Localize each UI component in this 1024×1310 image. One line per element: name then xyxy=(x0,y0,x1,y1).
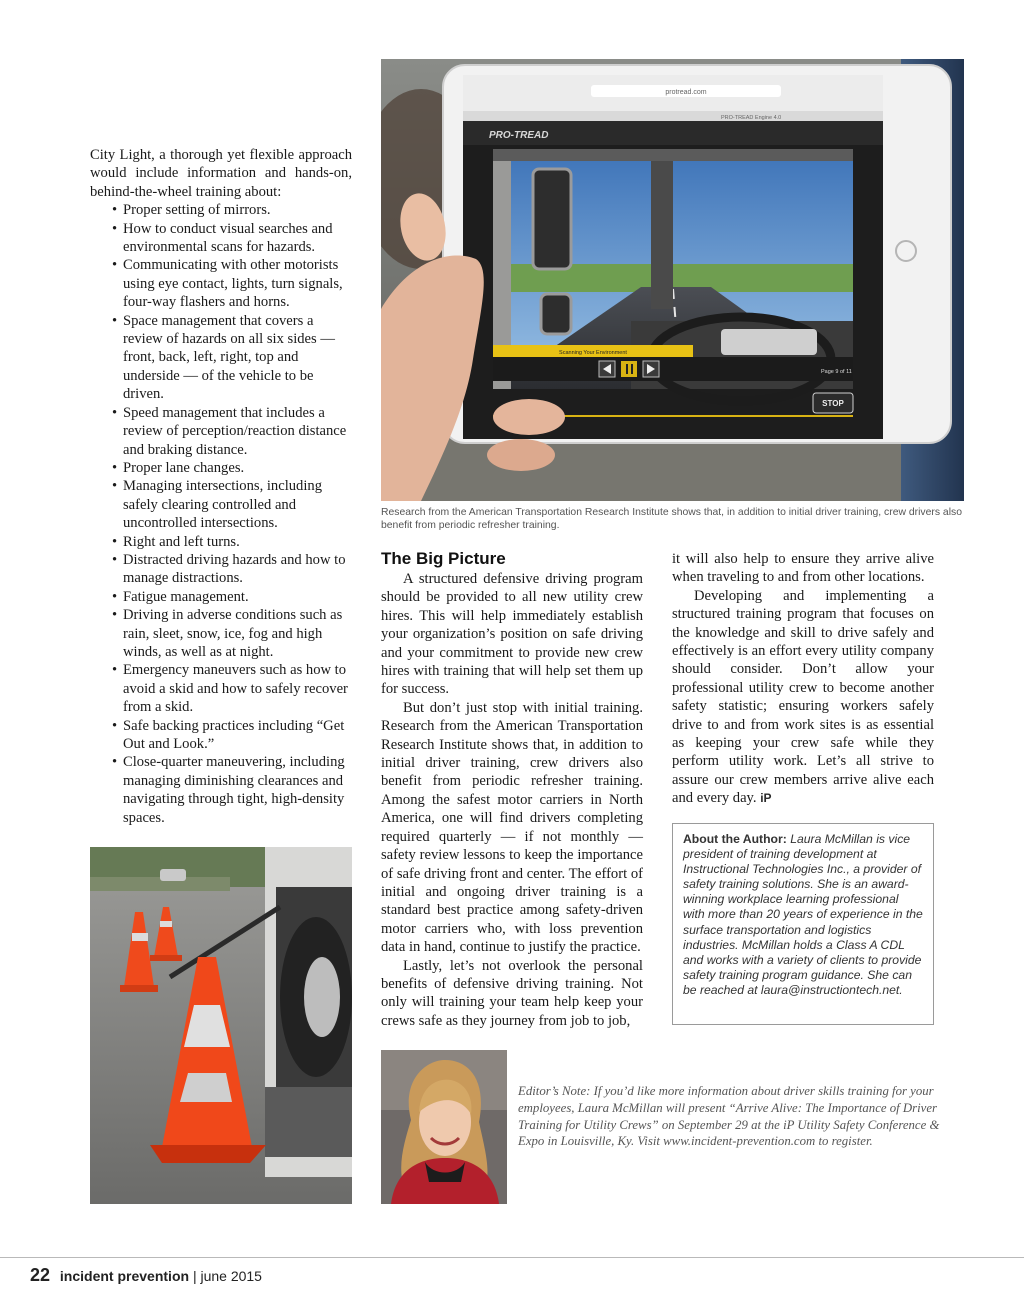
article-paragraph-text: Developing and implementing a structured training program that focuses on the knowledge and skill to drive safely and effectively is an effort every utility company should consider. Don’t allow your professional utility crew to become another safety statistic; ensuring workers safely drive to and from work sites is as essential as keeping your crew safe while they perform utility work. Let’s all strive to assure our crew members arrive alive each and every day. xyxy=(672,587,934,807)
list-item: • Proper lane changes. xyxy=(90,459,352,477)
section-heading: The Big Picture xyxy=(381,549,506,568)
article-paragraph: But don’t just stop with initial training. Research from the American Transportation Research Institute shows that, in addition to initial driver training, crew drivers also benefit from periodic refresher training. Among the safest motor carriers in North America, one will find drivers completing required quarterly — if not monthly — safety review lessons to keep the importance of safe driving front and center. The effort of initial and ongoing driver training is a standard best practice among safety-driven motor carriers who, with loss prevention data in hand, continue to justify the practice. xyxy=(381,699,643,956)
list-item: • Close-quarter maneuvering, including managing diminishing clearances and navigating through tight, high-density spaces. xyxy=(90,753,352,827)
ip-end-mark: iP xyxy=(760,791,772,806)
media-controls xyxy=(599,361,659,377)
page-footer xyxy=(30,1265,262,1286)
list-item: • Space management that covers a review of hazards on all six sides — front, back, left, right, top and underside — of the vehicle to be driven. xyxy=(90,312,352,404)
list-item: • Right and left turns. xyxy=(90,533,352,551)
middle-column xyxy=(381,548,643,1030)
list-item: • Communicating with other motorists using eye contact, lights, turn signals, four-way flashers and horns. xyxy=(90,256,352,311)
photo-caption: Research from the American Transportation Research Institute shows that, in addition to initial driver training, crew drivers also benefit from periodic refresher training. xyxy=(381,507,962,531)
page-number: 22 xyxy=(30,1265,51,1285)
list-item: • Managing intersections, including safely clearing controlled and uncontrolled intersections. xyxy=(90,477,352,532)
about-the-author-box xyxy=(672,823,934,1025)
list-item: • Speed management that includes a review of perception/reaction distance and braking distance. xyxy=(90,404,352,459)
intro-paragraph: City Light, a thorough yet flexible approach would include information and hands-on, behind-the-wheel training about: xyxy=(90,147,352,200)
magazine-name: incident prevention xyxy=(59,1268,190,1284)
right-column xyxy=(672,550,934,808)
footer-separator: | xyxy=(192,1268,197,1284)
list-item: • Safe backing practices including “Get Out and Look.” xyxy=(90,717,352,754)
list-item: • How to conduct visual searches and environmental scans for hazards. xyxy=(90,220,352,257)
tablet-tab-title: PRO-TREAD Engine 4.0 xyxy=(721,115,782,121)
tablet-url: protread.com xyxy=(665,89,707,96)
article-paragraph: A structured defensive driving program should be provided to all new utility crew hires. This will help immediately establish your organization’s position on safe driving and your commitment to provide new crew hires with training that will help set them up for success. xyxy=(381,571,643,698)
tablet-page-indicator: Page 9 of 11 xyxy=(821,369,852,375)
editors-note: Editor’s Note: If you’d like more information about driver skills training for your employees, Laura McMillan will present “Arrive Alive: The Importance of Driver Training for Utility Crews” on September 29 at the iP Utility Safety Conference & Expo in Louisville, Ky. Visit www.incident-prevention.com to register. xyxy=(518,1084,940,1149)
list-item: • Proper setting of mirrors. xyxy=(90,201,352,219)
article-paragraph: it will also help to ensure they arrive alive when traveling to and from other locations. xyxy=(672,551,934,586)
list-item: • Distracted driving hazards and how to manage distractions. xyxy=(90,551,352,588)
author-box-body: Laura McMillan is vice president of training development at Instructional Technologies Inc., a provider of safety training solutions. She is an award-winning workplace learning professional with more than 20 years of experience in the surface transportation and logistics industries. McMillan holds a Class A CDL and works with a variety of clients to provide safety training program guidance. She can be reached at laura@instructiontech.net. xyxy=(683,832,923,997)
footer-rule xyxy=(0,1257,1024,1258)
author-bio xyxy=(683,832,923,998)
article-paragraph: Lastly, let’s not overlook the personal benefits of defensive driving training. Not only will training your team help keep your crews safe as they journey from job to job, xyxy=(381,957,643,1029)
list-item: • Fatigue management. xyxy=(90,588,352,606)
list-item: • Emergency maneuvers such as how to avoid a skid and how to safely recover from a skid. xyxy=(90,661,352,716)
author-box-heading: About the Author: xyxy=(683,832,787,846)
left-column xyxy=(90,146,352,827)
cones-photo-illustration xyxy=(90,847,352,1204)
tablet-training-photo xyxy=(381,59,964,501)
training-topics-list xyxy=(90,201,352,827)
list-item: • Driving in adverse conditions such as rain, sleet, snow, ice, fog and high winds, as well as at night. xyxy=(90,606,352,661)
traffic-cones-photo xyxy=(90,847,352,1204)
tablet-banner: Scanning Your Environment xyxy=(559,350,627,356)
author-portrait-illustration xyxy=(381,1050,507,1204)
tablet-photo-illustration xyxy=(381,59,964,501)
article-paragraph xyxy=(672,587,934,808)
author-portrait xyxy=(381,1050,507,1204)
tablet-stop-button: STOP xyxy=(822,399,844,408)
pro-tread-logo: PRO-TREAD xyxy=(489,130,549,141)
issue-date: june 2015 xyxy=(200,1268,262,1284)
